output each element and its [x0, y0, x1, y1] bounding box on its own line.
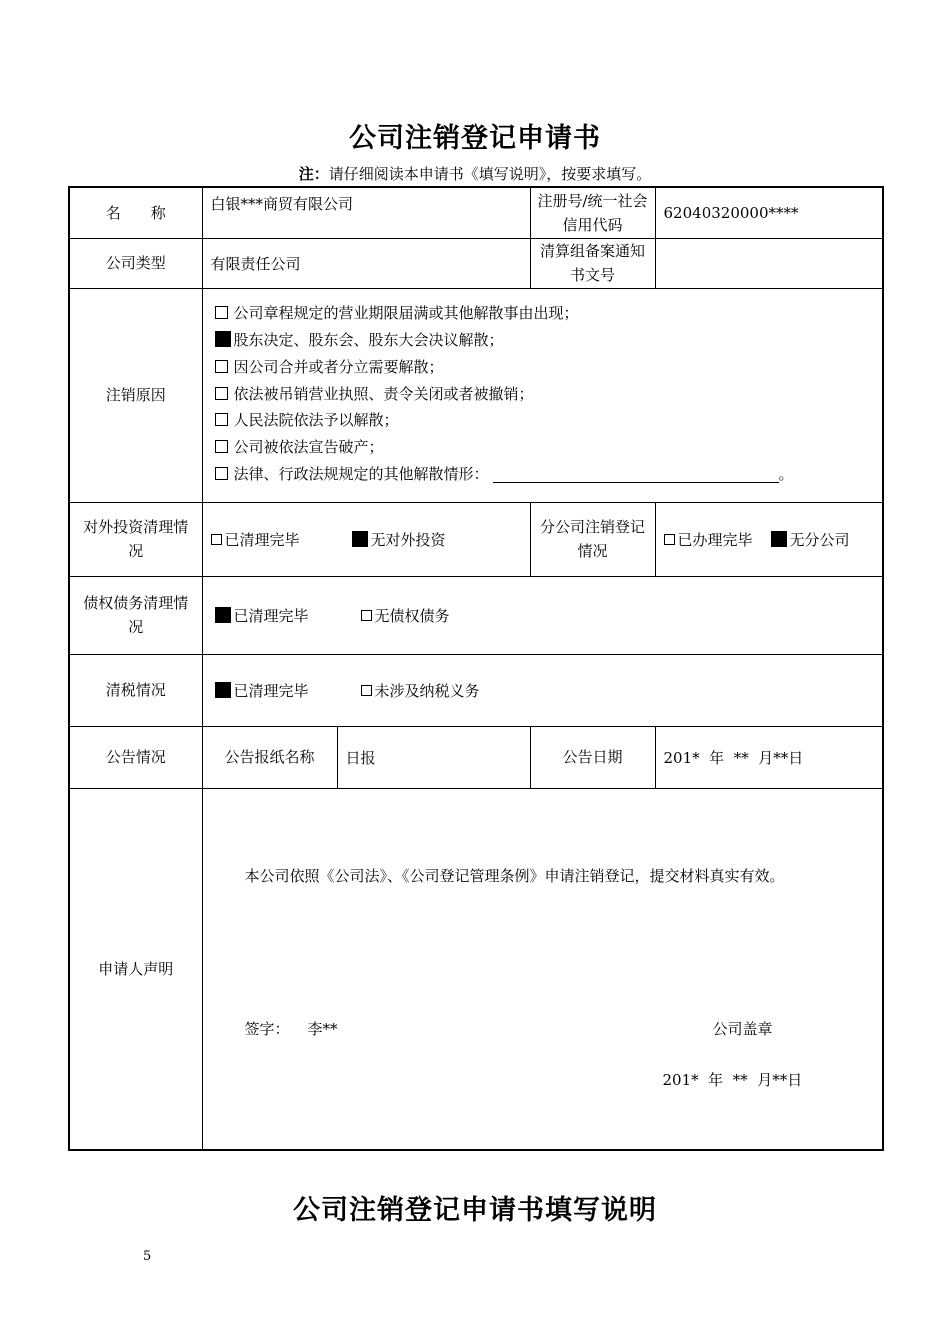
checkbox-unchecked-icon[interactable] — [215, 306, 228, 319]
signature-line — [245, 1018, 338, 1039]
company-name-label: 名 称 — [69, 187, 202, 238]
branch-options: 已办理完毕 无分公司 — [655, 502, 883, 576]
newspaper-value: 日报 — [337, 726, 530, 788]
reason-item: 股东决定、股东会、股东大会决议解散； — [215, 327, 875, 354]
page-number: 5 — [143, 1249, 152, 1264]
checkbox-checked-icon[interactable] — [771, 531, 787, 547]
debt-options: 已清理完毕 无债权债务 — [202, 576, 883, 654]
declaration-text: 本公司依照《公司法》、《公司登记管理条例》申请注销登记，提交材料真实有效。 — [244, 866, 785, 885]
company-type-label: 公司类型 — [69, 238, 202, 288]
reason-item: 人民法院依法予以解散； — [215, 407, 875, 434]
row-name — [69, 187, 883, 238]
declaration-date: 201* 年 ** 月**日 — [662, 1070, 803, 1089]
reason-item: 法律、行政法规规定的其他解散情形： 。 — [215, 461, 875, 488]
checkbox-unchecked-icon[interactable] — [215, 413, 228, 426]
company-name-value: 白银***商贸有限公司 — [202, 187, 530, 238]
reg-code-label: 注册号/统一社会信用代码 — [530, 187, 655, 238]
company-type-value: 有限责任公司 — [202, 238, 530, 288]
signature-label: 签字： — [244, 1019, 290, 1038]
reason-item: 依法被吊销营业执照、责令关闭或者被撤销； — [215, 381, 875, 408]
announce-date-value: 201* 年 ** 月**日 — [655, 726, 883, 788]
application-form-table — [68, 186, 884, 1151]
row-debt — [69, 576, 883, 654]
row-reason — [69, 288, 883, 502]
checkbox-unchecked-icon[interactable] — [215, 387, 228, 400]
row-announce — [69, 726, 883, 788]
other-reason-blank[interactable] — [493, 466, 779, 483]
instructions-title: 公司注销登记申请书填写说明 — [293, 1195, 657, 1226]
notice-number-label: 清算组备案通知书文号 — [530, 238, 655, 288]
reason-item: 公司被依法宣告破产； — [215, 434, 875, 461]
reason-label: 注销原因 — [69, 288, 202, 502]
investment-label: 对外投资清理情况 — [69, 502, 202, 576]
checkbox-unchecked-icon[interactable] — [211, 534, 222, 545]
announce-date-label: 公告日期 — [530, 726, 655, 788]
row-investment — [69, 502, 883, 576]
note-prefix: 注： — [298, 165, 329, 183]
row-type — [69, 238, 883, 288]
reason-list — [202, 288, 883, 502]
debt-label: 债权债务清理情况 — [69, 576, 202, 654]
newspaper-label: 公告报纸名称 — [202, 726, 337, 788]
notice-number-value — [655, 238, 883, 288]
checkbox-unchecked-icon[interactable] — [664, 534, 675, 545]
checkbox-unchecked-icon[interactable] — [215, 360, 228, 373]
declaration-label: 申请人声明 — [69, 788, 202, 1150]
row-tax — [69, 654, 883, 726]
tax-label: 清税情况 — [69, 654, 202, 726]
reg-code-value: 62040320000**** — [655, 187, 883, 238]
fill-note — [0, 163, 950, 184]
checkbox-checked-icon[interactable] — [215, 331, 231, 347]
company-seal-label: 公司盖章 — [712, 1019, 773, 1038]
form-title: 公司注销登记申请书 — [349, 123, 601, 154]
checkbox-unchecked-icon[interactable] — [361, 685, 372, 696]
signature-name: 李** — [307, 1019, 338, 1038]
reason-item: 公司章程规定的营业期限届满或其他解散事由出现； — [215, 300, 875, 327]
checkbox-unchecked-icon[interactable] — [361, 610, 372, 621]
declaration-body — [202, 788, 883, 1150]
checkbox-checked-icon[interactable] — [352, 531, 368, 547]
tax-options: 已清理完毕 未涉及纳税义务 — [202, 654, 883, 726]
note-text: 请仔细阅读本申请书《填写说明》，按要求填写。 — [328, 165, 652, 183]
row-declaration — [69, 788, 883, 1150]
checkbox-checked-icon[interactable] — [215, 607, 231, 623]
branch-label: 分公司注销登记情况 — [530, 502, 655, 576]
checkbox-unchecked-icon[interactable] — [215, 440, 228, 453]
reason-item: 因公司合并或者分立需要解散； — [215, 354, 875, 381]
checkbox-checked-icon[interactable] — [215, 682, 231, 698]
checkbox-unchecked-icon[interactable] — [215, 467, 228, 480]
investment-options: 已清理完毕 无对外投资 — [202, 502, 530, 576]
announce-label: 公告情况 — [69, 726, 202, 788]
